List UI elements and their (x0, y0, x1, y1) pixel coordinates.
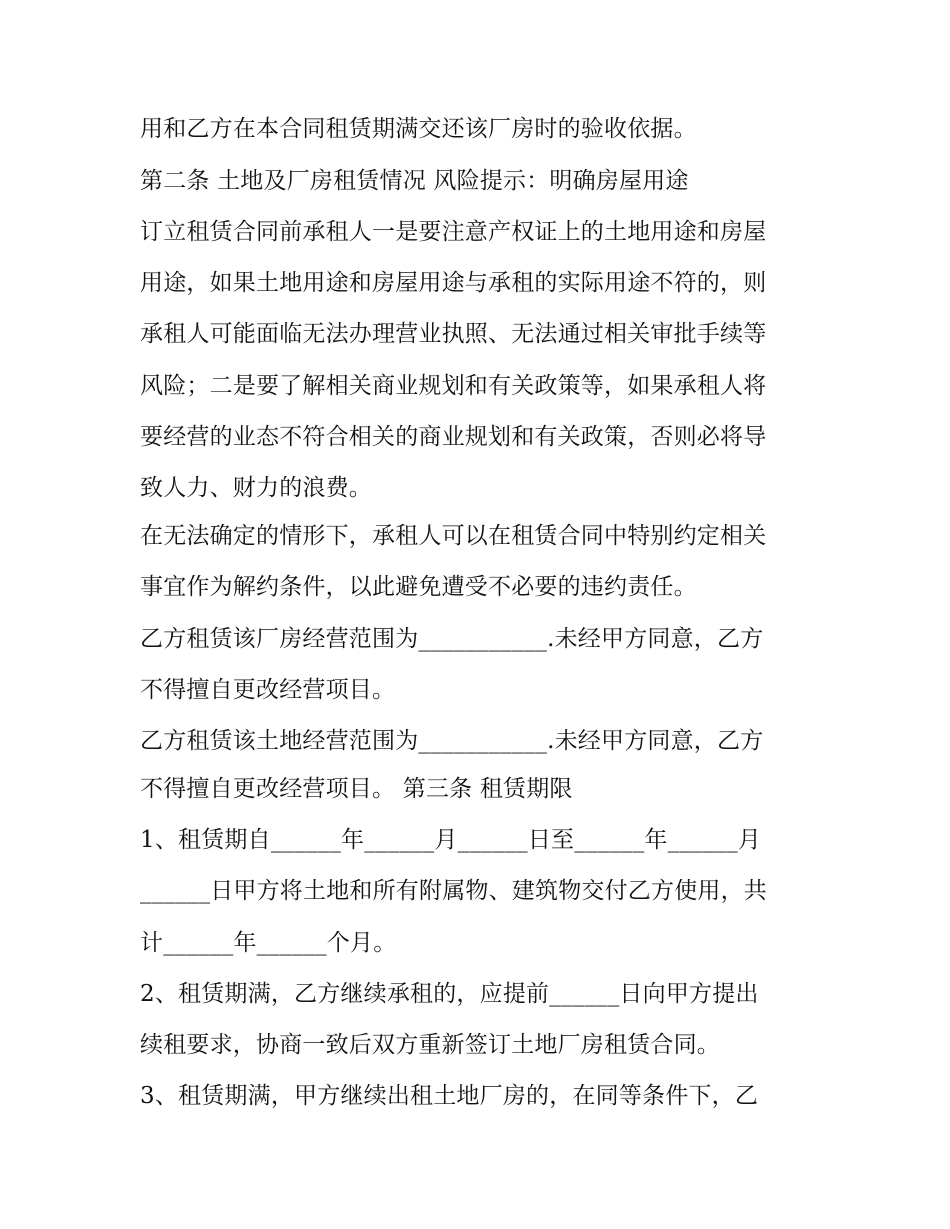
text-line: ______日甲方将土地和所有附属物、建筑物交付乙方使用，共 (140, 878, 767, 904)
text-line: 用途，如果土地用途和房屋用途与承租的实际用途不符的，则 (140, 270, 767, 296)
text-line: 乙方租赁该厂房经营范围为___________.未经甲方同意，乙方 (140, 626, 764, 652)
text-line: 乙方租赁该土地经营范围为___________.未经甲方同意，乙方 (140, 728, 764, 754)
text-line: 计______年______个月。 (140, 930, 397, 956)
text-line: 1、租赁期自______年______月______日至______年______月 (140, 827, 762, 853)
text-line: 第二条 土地及厂房租赁情况 风险提示：明确房屋用途 (140, 168, 689, 194)
text-line: 在无法确定的情形下，承租人可以在租赁合同中特别约定相关 (140, 523, 767, 549)
text-line: 承租人可能面临无法办理营业执照、无法通过相关审批手续等 (140, 321, 767, 347)
text-line: 要经营的业态不符合相关的商业规划和有关政策，否则必将导 (140, 424, 767, 450)
text-line: 用和乙方在本合同租赁期满交还该厂房时的验收依据。 (140, 116, 697, 142)
text-line: 风险；二是要了解相关商业规划和有关政策等，如果承租人将 (140, 373, 767, 399)
text-line: 不得擅自更改经营项目。 (140, 677, 396, 703)
text-line: 2、租赁期满，乙方继续承租的，应提前______日向甲方提出 (140, 981, 759, 1007)
text-line: 订立租赁合同前承租人一是要注意产权证上的土地用途和房屋 (140, 219, 767, 245)
text-line: 3、租赁期满，甲方继续出租土地厂房的，在同等条件下，乙 (140, 1083, 759, 1109)
text-line: 致人力、财力的浪费。 (140, 475, 372, 501)
text-line: 不得擅自更改经营项目。 第三条 租赁期限 (140, 776, 573, 802)
text-line: 续租要求，协商一致后双方重新签订土地厂房租赁合同。 (140, 1032, 720, 1058)
text-line: 事宜作为解约条件，以此避免遭受不必要的违约责任。 (140, 574, 697, 600)
